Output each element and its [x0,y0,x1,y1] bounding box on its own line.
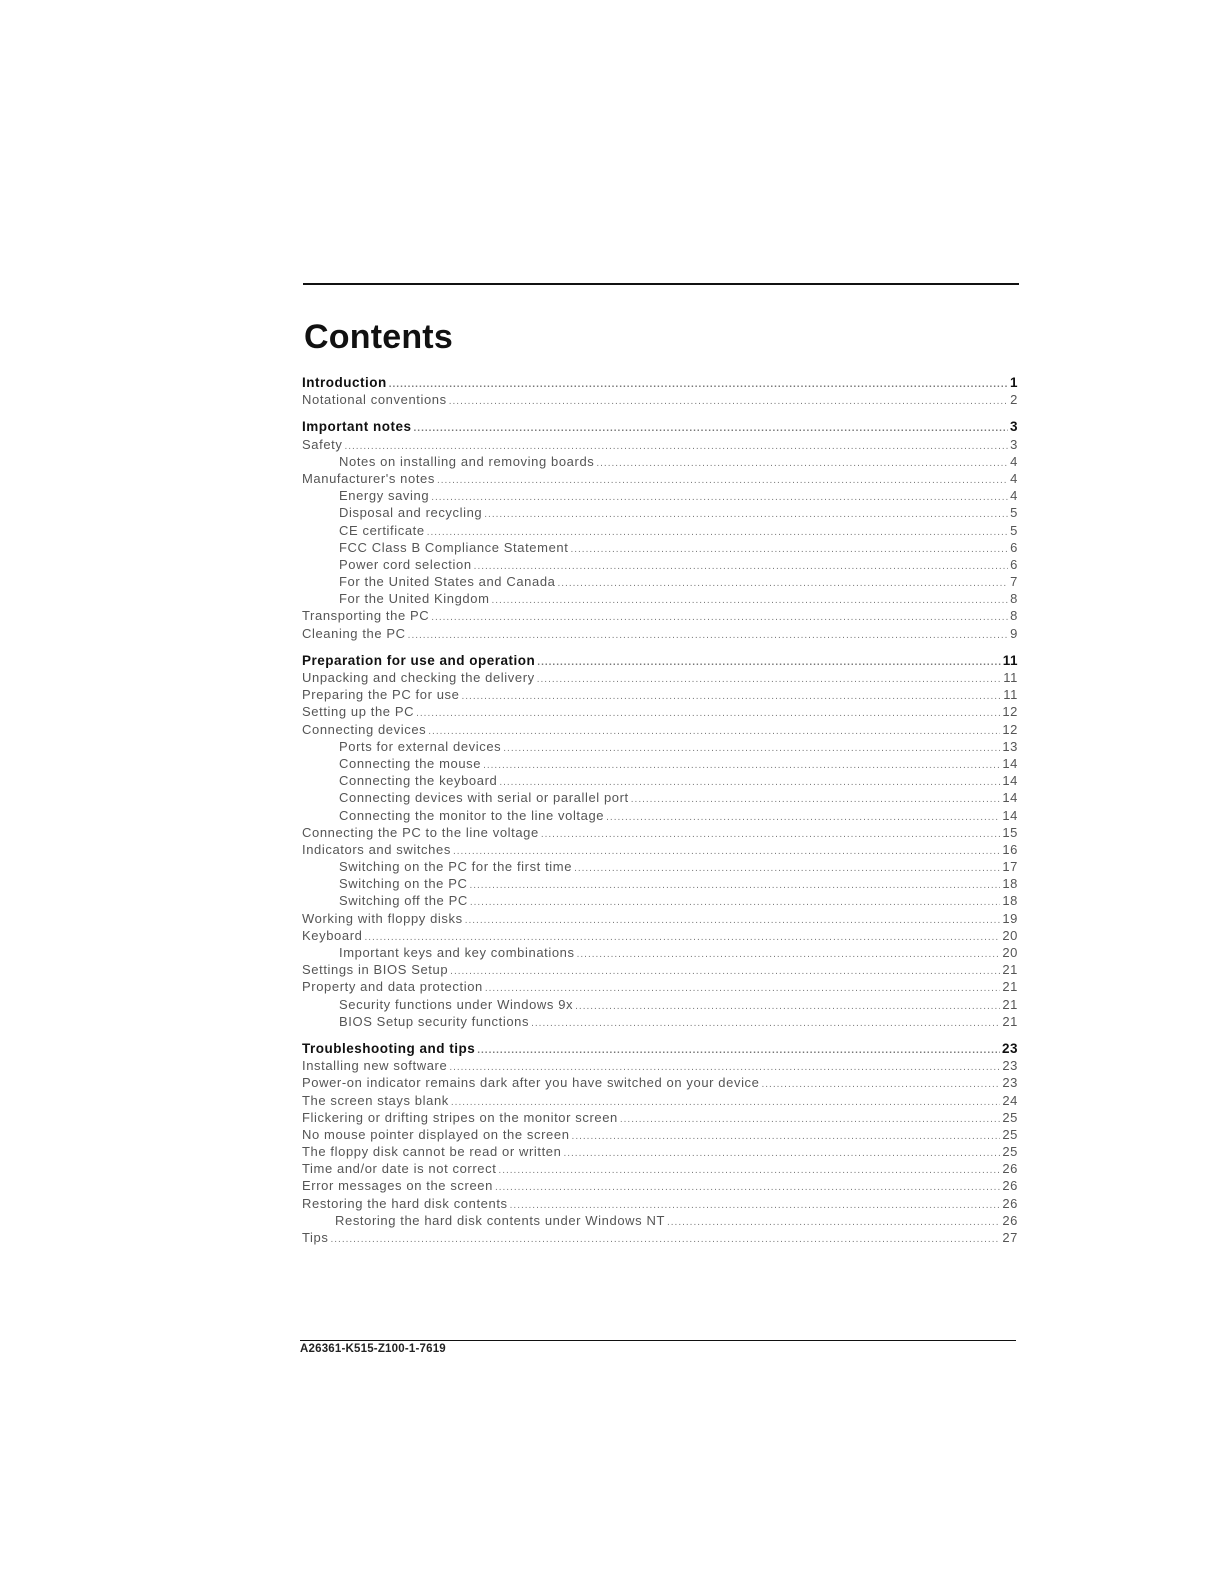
toc-dot-leader [437,472,1008,489]
toc-entry[interactable] [302,927,1018,944]
toc-entry[interactable] [302,436,1018,453]
toc-dot-leader [563,1145,1000,1162]
toc-entry[interactable] [302,573,1018,590]
toc-entry[interactable] [302,841,1018,858]
toc-entry[interactable] [302,738,1018,755]
table-of-contents [302,374,1018,1256]
toc-entry[interactable] [302,789,1018,806]
toc-entry-label: Notational conventions [302,392,447,408]
toc-entry[interactable] [302,1177,1018,1194]
toc-entry-label: Restoring the hard disk contents under Windows NT [335,1212,665,1228]
toc-entry-label: Settings in BIOS Setup [302,962,449,978]
toc-entry-label: Keyboard [302,927,363,943]
toc-dot-leader [449,393,1008,410]
toc-entry[interactable] [302,1013,1018,1030]
toc-entry[interactable] [302,539,1018,556]
toc-page-number: 21 [1002,979,1018,995]
toc-dot-leader [537,671,1002,688]
toc-entry-label: Time and/or date is not correct [302,1161,497,1177]
toc-entry-label: For the United States and Canada [339,574,556,590]
toc-entry[interactable] [302,453,1018,470]
toc-page-number: 14 [1002,807,1018,823]
toc-entry-label: Switching off the PC [339,893,468,909]
toc-entry-label: Property and data protection [302,979,483,995]
toc-entry-label: Power cord selection [339,556,472,572]
toc-entry[interactable] [302,607,1018,624]
toc-entry-label: Connecting the PC to the line voltage [302,824,539,840]
toc-entry-label: Energy saving [339,488,430,504]
toc-dot-leader [762,1076,1001,1093]
toc-entry[interactable] [302,703,1018,720]
toc-page-number: 3 [1010,436,1018,452]
toc-entry-label: Unpacking and checking the delivery [302,670,535,685]
toc-entry[interactable] [302,487,1018,504]
toc-dot-leader [389,376,1008,393]
toc-dot-leader [484,506,1008,523]
toc-dot-leader [414,420,1008,437]
toc-entry[interactable] [302,504,1018,521]
toc-entry-label: Setting up the PC [302,704,415,720]
toc-entry-label: Notes on installing and removing boards [339,453,595,469]
toc-dot-leader [667,1214,1000,1231]
toc-dot-leader [431,609,1008,626]
toc-page-number: 4 [1010,470,1018,486]
footer-divider [300,1340,1016,1341]
toc-page-number: 23 [1001,1040,1018,1056]
toc-dot-leader [572,1128,1001,1145]
toc-entry[interactable] [302,1160,1018,1177]
toc-dot-leader [558,575,1009,592]
toc-entry-label: Power-on indicator remains dark after you have switched on your device [302,1075,760,1091]
toc-page-number: 25 [1002,1126,1018,1142]
toc-page-number: 16 [1002,841,1018,857]
toc-dot-leader [596,455,1008,472]
toc-entry-label: Security functions under Windows 9x [339,996,574,1012]
toc-page-number: 4 [1010,488,1018,504]
toc-entry[interactable] [302,1109,1018,1126]
toc-entry[interactable] [302,772,1018,789]
toc-page-number: 20 [1002,927,1018,943]
toc-page-number: 14 [1002,773,1018,789]
toc-entry[interactable] [302,522,1018,539]
toc-dot-leader [541,826,1000,843]
toc-entry[interactable] [302,824,1018,841]
toc-page-number: 8 [1010,591,1018,607]
toc-entry[interactable] [302,669,1018,686]
toc-entry[interactable] [302,961,1018,978]
toc-dot-leader [606,809,1000,826]
toc-entry[interactable] [302,944,1018,961]
toc-section [302,652,1018,1030]
toc-entry[interactable] [302,625,1018,642]
toc-entry[interactable] [302,1092,1018,1109]
toc-entry-label: Preparation for use and operation [302,652,536,668]
toc-dot-leader [416,705,1000,722]
toc-entry-label: Preparing the PC for use [302,687,460,703]
toc-entry-label: Connecting devices [302,721,427,737]
toc-entry-label: BIOS Setup security functions [339,1013,530,1029]
toc-entry[interactable] [302,721,1018,738]
toc-entry-label: Indicators and switches [302,841,451,857]
toc-dot-leader [531,1015,1000,1032]
toc-entry-label: Important notes [302,419,412,435]
toc-page-number: 9 [1010,625,1018,641]
toc-page-number: 21 [1002,1013,1018,1029]
toc-entry[interactable] [302,1074,1018,1091]
toc-entry-label: Switching on the PC for the first time [339,859,573,875]
toc-dot-leader [498,1162,1000,1179]
toc-page-number: 2 [1010,392,1018,408]
toc-page-number: 23 [1002,1058,1018,1074]
toc-page-number: 20 [1002,945,1018,960]
toc-page-number: 26 [1002,1195,1018,1211]
toc-entry-label: Cleaning the PC [302,625,406,641]
toc-entry[interactable] [302,858,1018,875]
toc-dot-leader [492,592,1009,609]
top-divider [303,283,1019,285]
toc-dot-leader [330,1231,1000,1248]
toc-entry[interactable] [302,686,1018,703]
toc-dot-leader [428,723,1000,740]
toc-page-number: 6 [1010,539,1018,555]
toc-entry[interactable] [302,755,1018,772]
toc-entry-label: Installing new software [302,1058,448,1074]
toc-entry-label: Tips [302,1230,329,1245]
toc-page-number: 5 [1010,522,1018,538]
toc-entry-label: FCC Class B Compliance Statement [339,539,569,555]
toc-entry[interactable] [302,1143,1018,1160]
toc-entry[interactable] [302,875,1018,892]
toc-page-number: 25 [1002,1109,1018,1125]
toc-dot-leader [495,1179,1000,1196]
toc-dot-leader [408,627,1008,644]
toc-page-number: 15 [1002,824,1018,840]
toc-dot-leader [620,1111,1000,1128]
toc-dot-leader [575,998,1000,1015]
toc-page-number: 8 [1010,608,1018,624]
toc-entry-label: Flickering or drifting stripes on the monitor screen [302,1109,618,1125]
toc-page-number: 26 [1002,1178,1018,1194]
toc-page-number: 21 [1002,996,1018,1012]
toc-entry-label: CE certificate [339,522,425,538]
toc-entry-label: Working with floppy disks [302,910,463,926]
toc-section [302,1040,1018,1246]
toc-dot-leader [477,1042,1000,1059]
toc-dot-leader [450,963,1000,980]
toc-chapter-entry[interactable] [302,418,1018,435]
toc-entry-label: Important keys and key combinations [339,945,575,960]
toc-page-number: 5 [1010,505,1018,521]
toc-entry[interactable] [302,1126,1018,1143]
toc-page-number: 24 [1002,1092,1018,1108]
toc-page-number: 26 [1002,1161,1018,1177]
toc-page-number: 26 [1002,1212,1018,1228]
toc-page-number: 25 [1002,1144,1018,1160]
toc-entry[interactable] [302,590,1018,607]
toc-page-number: 3 [1009,419,1018,435]
toc-entry-label: Disposal and recycling [339,505,483,521]
toc-page-number: 14 [1002,755,1018,771]
toc-dot-leader [574,860,1000,877]
toc-entry-label: Restoring the hard disk contents [302,1195,508,1211]
toc-page-number: 18 [1002,893,1018,909]
toc-page-number: 11 [1003,687,1018,703]
toc-page-number: 17 [1002,859,1018,875]
toc-dot-leader [483,757,1000,774]
toc-entry-label: Ports for external devices [339,738,502,754]
toc-entry[interactable] [302,391,1018,408]
toc-dot-leader [465,912,1001,929]
toc-entry[interactable] [302,556,1018,573]
page-title: Contents [304,318,453,356]
toc-entry[interactable] [302,1057,1018,1074]
toc-entry[interactable] [302,978,1018,995]
toc-dot-leader [570,541,1008,558]
toc-chapter-entry[interactable] [302,652,1018,669]
toc-entry[interactable] [302,470,1018,487]
toc-page-number: 11 [1002,652,1018,668]
toc-entry-label: Troubleshooting and tips [302,1040,476,1056]
toc-page-number: 12 [1002,721,1018,737]
toc-page-number: 1 [1009,375,1018,390]
toc-entry-label: Safety [302,436,343,452]
toc-page-number: 7 [1010,574,1018,590]
toc-entry-label: The screen stays blank [302,1092,449,1108]
toc-entry-label: Connecting devices with serial or parallel port [339,790,629,806]
toc-entry-label: Error messages on the screen [302,1178,493,1194]
toc-page-number: 4 [1010,453,1018,469]
toc-entry-label: Connecting the keyboard [339,773,498,789]
toc-page-number: 6 [1010,556,1018,572]
toc-page-number: 19 [1002,910,1018,926]
toc-entry[interactable] [302,910,1018,927]
toc-dot-leader [469,877,1000,894]
toc-dot-leader [431,489,1008,506]
toc-dot-leader [537,654,1000,671]
toc-entry-label: No mouse pointer displayed on the screen [302,1126,570,1142]
toc-section [302,374,1018,408]
toc-dot-leader [577,946,1001,963]
toc-entry[interactable] [302,1229,1018,1246]
toc-page-number: 21 [1002,962,1018,978]
toc-page-number: 14 [1002,790,1018,806]
toc-entry[interactable] [302,1195,1018,1212]
toc-entry-label: The floppy disk cannot be read or written [302,1144,562,1160]
toc-entry-label: Connecting the mouse [339,755,482,771]
toc-entry-label: Connecting the monitor to the line voltage [339,807,605,823]
toc-entry[interactable] [302,1212,1018,1229]
toc-entry-label: Manufacturer's notes [302,470,435,486]
toc-section [302,418,1018,641]
toc-page-number: 23 [1002,1075,1018,1091]
toc-dot-leader [631,791,1001,808]
toc-entry[interactable] [302,996,1018,1013]
toc-entry-label: For the United Kingdom [339,591,490,607]
document-number: A26361-K515-Z100-1-7619 [300,1343,446,1355]
toc-entry-label: Switching on the PC [339,876,468,892]
toc-entry[interactable] [302,807,1018,824]
toc-page-number: 18 [1002,876,1018,892]
toc-dot-leader [470,894,1001,911]
toc-chapter-entry[interactable] [302,1040,1018,1057]
toc-entry-label: Transporting the PC [302,608,430,624]
toc-page-number: 27 [1002,1230,1018,1245]
toc-page-number: 13 [1002,738,1018,754]
toc-entry[interactable] [302,892,1018,909]
toc-page-number: 12 [1002,704,1018,720]
toc-chapter-entry[interactable] [302,374,1018,391]
toc-entry-label: Introduction [302,375,387,390]
toc-dot-leader [461,688,1001,705]
toc-page-number: 11 [1003,670,1018,685]
toc-dot-leader [503,740,1000,757]
